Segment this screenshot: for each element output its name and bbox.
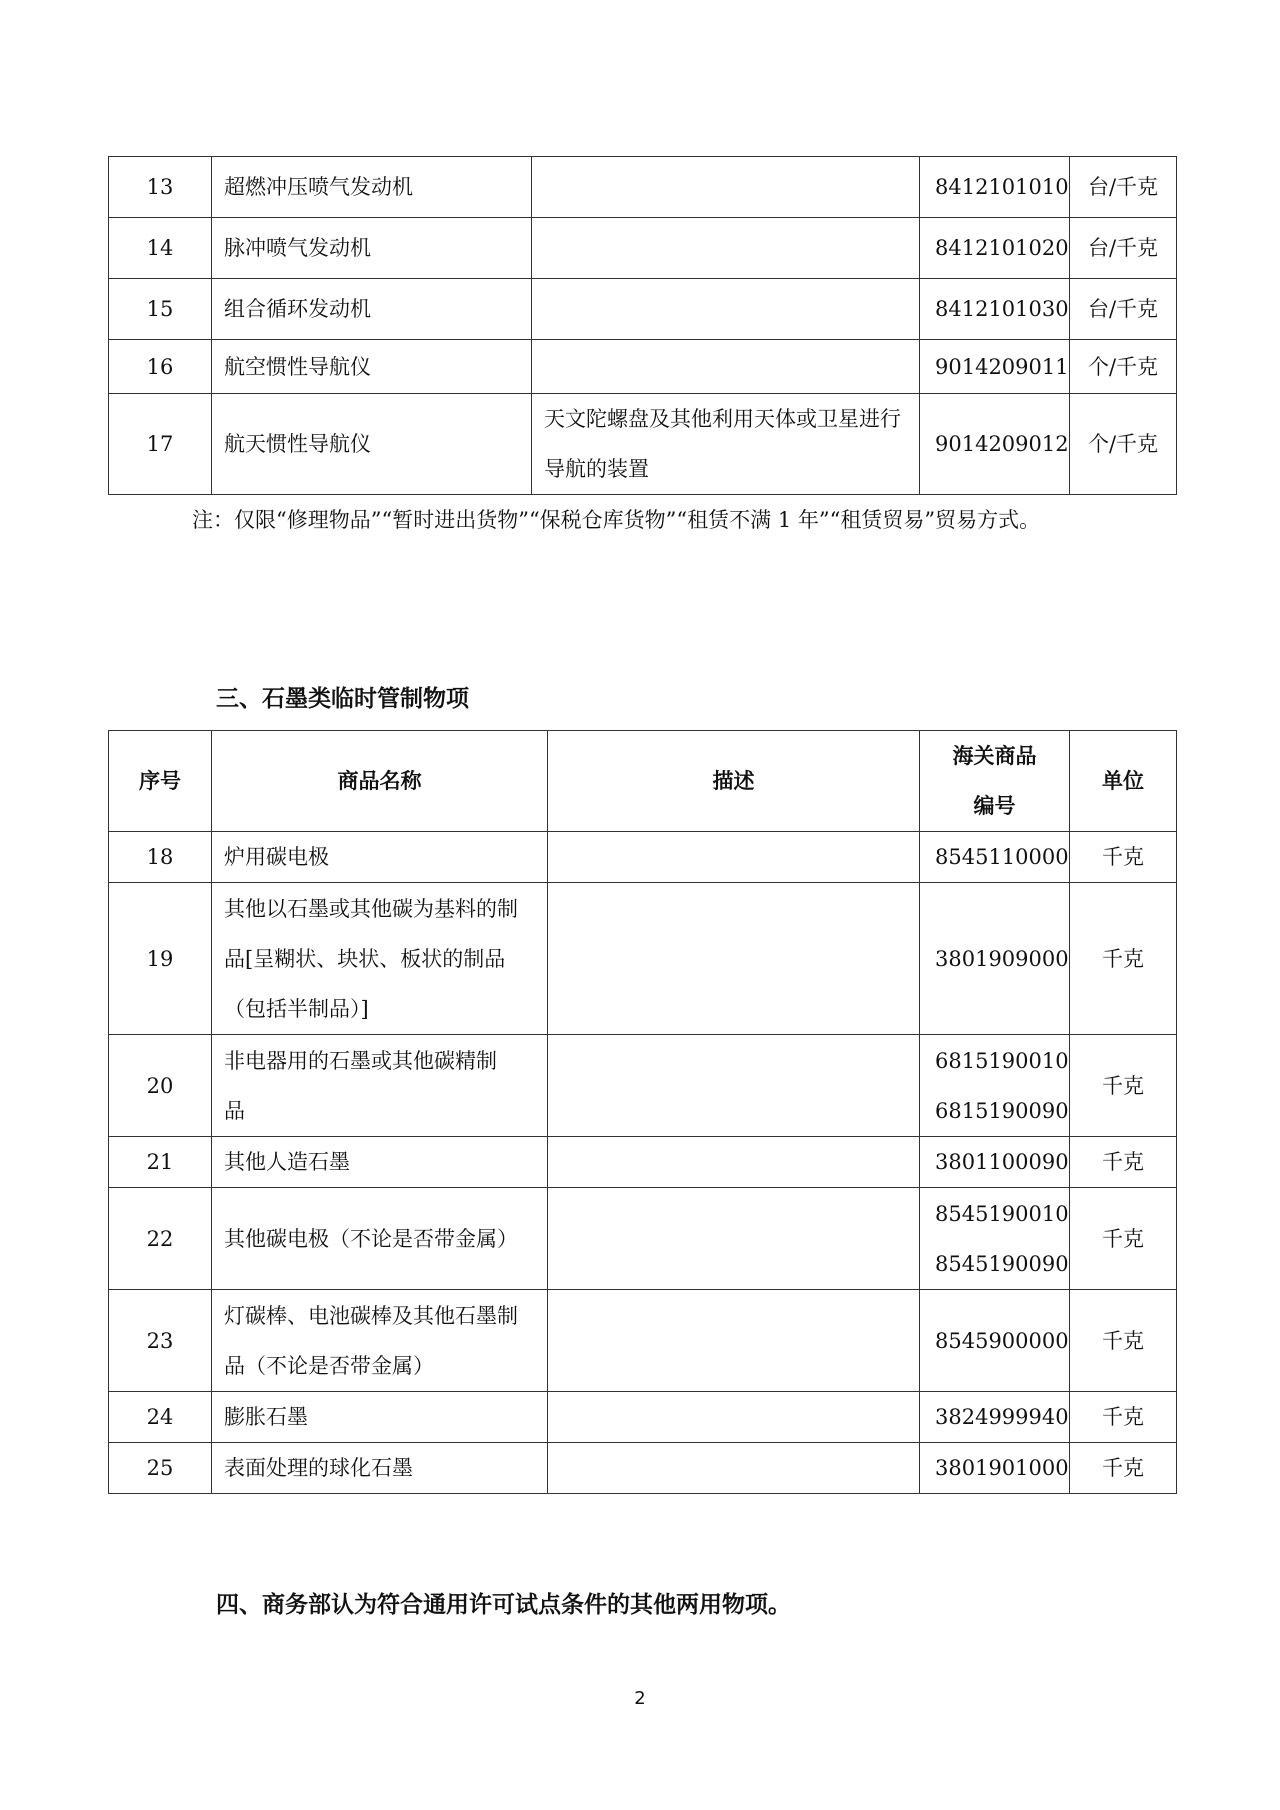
description xyxy=(532,218,920,279)
unit: 台/千克 xyxy=(1070,218,1177,279)
table-row xyxy=(109,1290,1177,1392)
description xyxy=(532,340,920,394)
row-index: 17 xyxy=(109,394,212,495)
row-index: 24 xyxy=(109,1392,212,1443)
product-name: 非电器用的石墨或其他碳精制品 xyxy=(212,1035,548,1137)
customs-code xyxy=(920,1188,1070,1290)
page-number: 2 xyxy=(634,1688,646,1709)
customs-code-1: 6815190010 xyxy=(935,1048,1069,1073)
table-row xyxy=(109,1443,1177,1494)
product-name: 膨胀石墨 xyxy=(212,1392,548,1443)
table-row xyxy=(109,832,1177,883)
header-name: 商品名称 xyxy=(212,731,548,832)
description xyxy=(548,1137,920,1188)
table-row xyxy=(109,883,1177,1035)
product-name: 灯碳棒、电池碳棒及其他石墨制品（不论是否带金属） xyxy=(212,1290,548,1392)
row-index: 19 xyxy=(109,883,212,1035)
unit: 千克 xyxy=(1070,1035,1177,1137)
unit: 千克 xyxy=(1070,1137,1177,1188)
graphite-items-table xyxy=(108,730,1177,1494)
section-4-title: 四、商务部认为符合通用许可试点条件的其他两用物项。 xyxy=(216,1592,791,1618)
header-customs-code: 海关商品编号 xyxy=(920,731,1070,832)
customs-code: 3801100090 xyxy=(920,1137,1070,1188)
product-name: 表面处理的球化石墨 xyxy=(212,1443,548,1494)
table-row xyxy=(109,1188,1177,1290)
customs-code: 3824999940 xyxy=(920,1392,1070,1443)
description: 天文陀螺盘及其他利用天体或卫星进行导航的装置 xyxy=(532,394,920,495)
description xyxy=(548,1392,920,1443)
table-row xyxy=(109,1392,1177,1443)
product-name: 超燃冲压喷气发动机 xyxy=(212,157,532,218)
description xyxy=(548,1188,920,1290)
table-row xyxy=(109,394,1177,495)
row-index: 16 xyxy=(109,340,212,394)
unit: 台/千克 xyxy=(1070,279,1177,340)
row-index: 13 xyxy=(109,157,212,218)
table-row xyxy=(109,1035,1177,1137)
product-name: 炉用碳电极 xyxy=(212,832,548,883)
row-index: 22 xyxy=(109,1188,212,1290)
unit: 千克 xyxy=(1070,832,1177,883)
row-index: 20 xyxy=(109,1035,212,1137)
row-index: 18 xyxy=(109,832,212,883)
description xyxy=(548,832,920,883)
customs-code: 8412101020 xyxy=(920,218,1070,279)
row-index: 14 xyxy=(109,218,212,279)
unit: 千克 xyxy=(1070,1188,1177,1290)
customs-code: 8545900000 xyxy=(920,1290,1070,1392)
description xyxy=(548,1443,920,1494)
table-row xyxy=(109,279,1177,340)
customs-code: 8545110000 xyxy=(920,832,1070,883)
customs-code: 9014209012 xyxy=(920,394,1070,495)
customs-code: 8412101010 xyxy=(920,157,1070,218)
description xyxy=(548,883,920,1035)
product-name: 其他碳电极（不论是否带金属） xyxy=(212,1188,548,1290)
description xyxy=(548,1035,920,1137)
unit: 千克 xyxy=(1070,1392,1177,1443)
row-index: 25 xyxy=(109,1443,212,1494)
customs-code: 9014209011 xyxy=(920,340,1070,394)
table-header-row xyxy=(109,731,1177,832)
table-row xyxy=(109,340,1177,394)
product-name: 其他人造石墨 xyxy=(212,1137,548,1188)
description xyxy=(532,279,920,340)
product-name: 航空惯性导航仪 xyxy=(212,340,532,394)
row-index: 21 xyxy=(109,1137,212,1188)
customs-code: 3801909000 xyxy=(920,883,1070,1035)
unit: 个/千克 xyxy=(1070,394,1177,495)
table-row xyxy=(109,1137,1177,1188)
customs-code: 8412101030 xyxy=(920,279,1070,340)
customs-code-1: 8545190010 xyxy=(935,1201,1069,1226)
header-description: 描述 xyxy=(548,731,920,832)
table-row xyxy=(109,218,1177,279)
product-name: 航天惯性导航仪 xyxy=(212,394,532,495)
row-index: 23 xyxy=(109,1290,212,1392)
header-unit: 单位 xyxy=(1070,731,1177,832)
table-row xyxy=(109,157,1177,218)
product-name: 其他以石墨或其他碳为基料的制品[呈糊状、块状、板状的制品（包括半制品）] xyxy=(212,883,548,1035)
product-name: 组合循环发动机 xyxy=(212,279,532,340)
unit: 千克 xyxy=(1070,883,1177,1035)
customs-code-2: 6815190090 xyxy=(935,1098,1069,1123)
row-index: 15 xyxy=(109,279,212,340)
unit: 个/千克 xyxy=(1070,340,1177,394)
unit: 千克 xyxy=(1070,1443,1177,1494)
customs-code xyxy=(920,1035,1070,1137)
customs-code-2: 8545190090 xyxy=(935,1251,1069,1276)
product-name: 脉冲喷气发动机 xyxy=(212,218,532,279)
unit: 千克 xyxy=(1070,1290,1177,1392)
description xyxy=(532,157,920,218)
continued-items-table xyxy=(108,156,1177,495)
header-index: 序号 xyxy=(109,731,212,832)
trade-mode-note: 注：仅限“修理物品”“暂时进出货物”“保税仓库货物”“租赁不满 1 年”“租赁贸易”贸易方式。 xyxy=(192,508,1041,532)
unit: 台/千克 xyxy=(1070,157,1177,218)
description xyxy=(548,1290,920,1392)
section-3-title: 三、石墨类临时管制物项 xyxy=(216,686,469,712)
customs-code: 3801901000 xyxy=(920,1443,1070,1494)
